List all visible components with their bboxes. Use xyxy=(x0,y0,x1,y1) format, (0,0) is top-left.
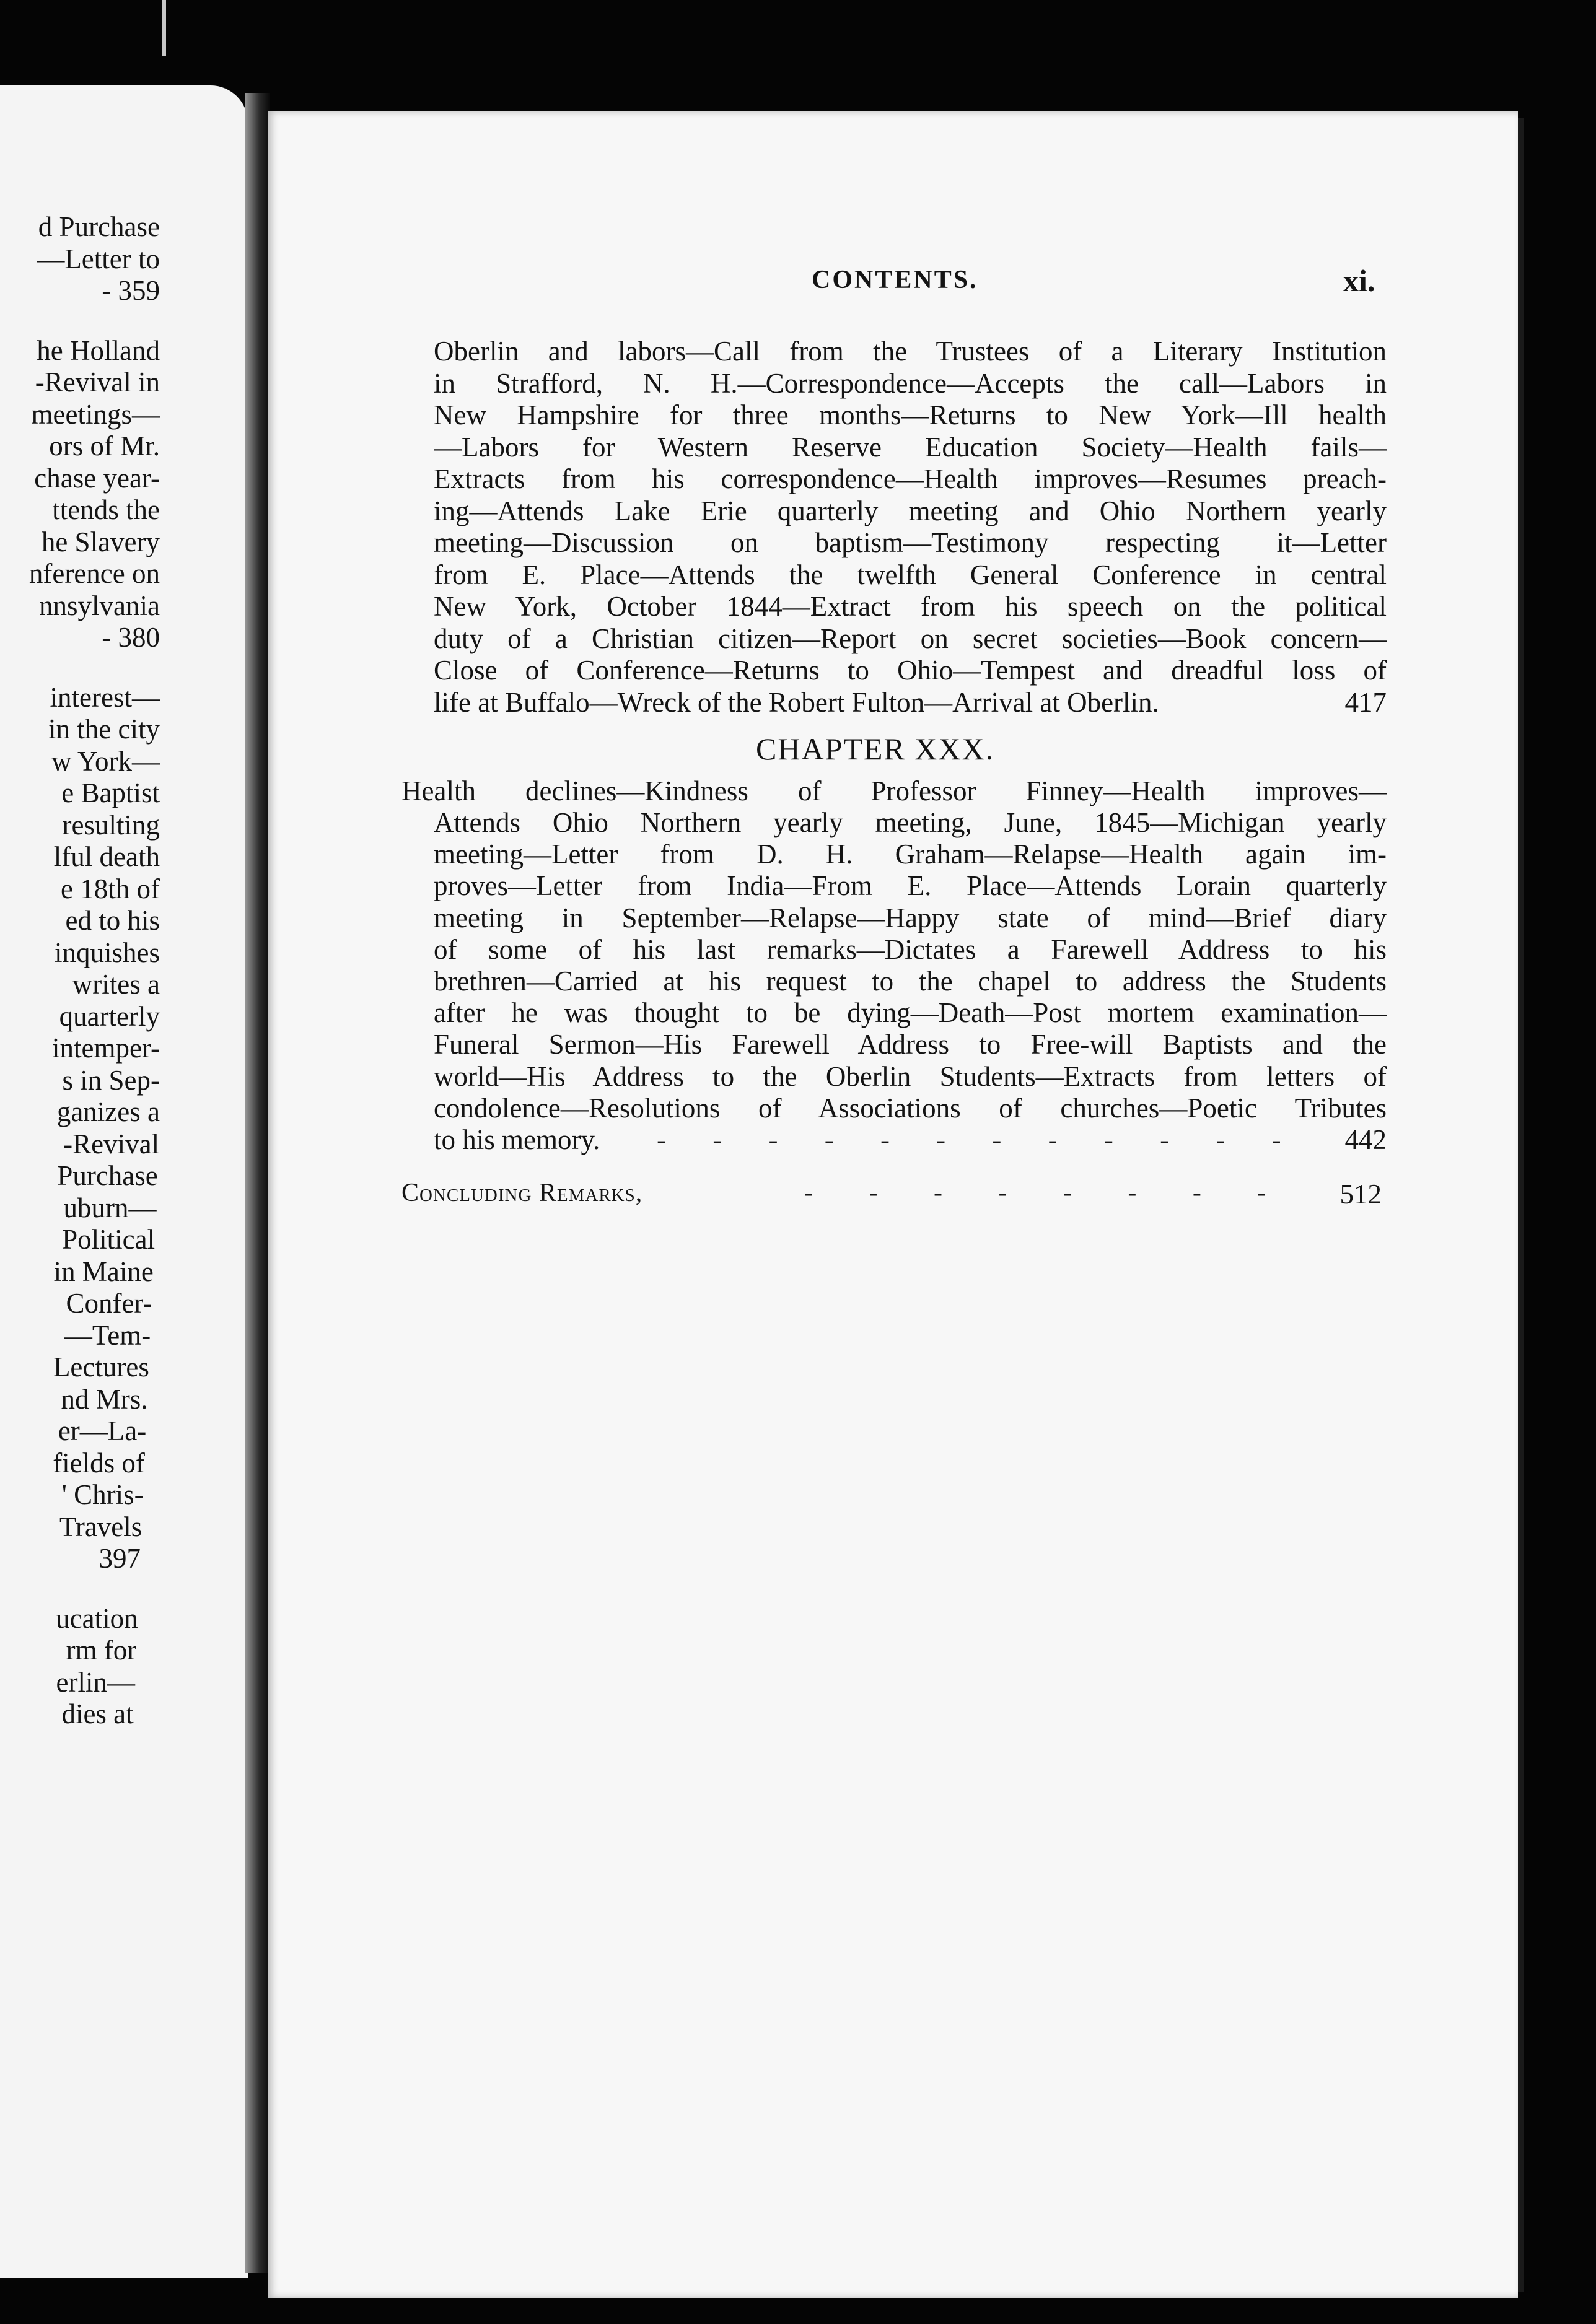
left-page-line: ors of Mr. xyxy=(49,430,160,461)
contents-line: Attends Ohio Northern yearly meeting, June, 1845—Michigan yearly xyxy=(434,807,1387,838)
contents-line: New York, October 1844—Extract from his speech on the political xyxy=(434,591,1387,622)
left-page-line: Lectures xyxy=(53,1352,149,1383)
contents-line: after he was thought to be dying—Death—Post mortem examination— xyxy=(434,997,1387,1029)
contents-line: condolence—Resolutions of Associations of churches—Poetic Tributes xyxy=(434,1092,1387,1124)
contents-line: Extracts from his correspondence—Health improves—Resumes preach- xyxy=(434,463,1387,494)
contents-line: duty of a Christian citizen—Report on secret societies—Book concern— xyxy=(434,622,1387,654)
left-page-line: -Revival in xyxy=(35,367,160,398)
left-page-line: e 18th of xyxy=(61,873,160,904)
left-page-line: w York— xyxy=(51,745,160,777)
left-page-line: ganizes a xyxy=(56,1096,160,1127)
left-page-line: in the city xyxy=(48,714,160,745)
left-page-line: 397 xyxy=(99,1543,141,1574)
left-page-line: in Maine xyxy=(53,1256,154,1287)
left-page-line: ucation xyxy=(56,1602,138,1634)
left-page-line: e Baptist xyxy=(61,777,160,808)
contents-line: —Labors for Western Reserve Education Society—Health fails— xyxy=(434,431,1387,463)
page-reference: 417 xyxy=(1339,687,1387,719)
contents-line: meeting—Letter from D. H. Graham—Relapse—Health again im- xyxy=(434,839,1387,870)
left-page-line: Travels xyxy=(59,1511,142,1542)
contents-line-text: to his memory. xyxy=(434,1124,600,1155)
left-page-line: Political xyxy=(62,1224,156,1255)
contents-line: Oberlin and labors—Call from the Trustees of a Literary Institution xyxy=(434,336,1387,367)
concluding-remarks-entry xyxy=(401,1178,1382,1208)
contents-line: from E. Place—Attends the twelfth General Conference in central xyxy=(434,559,1387,590)
left-page-line: inquishes xyxy=(54,937,160,968)
left-page-line: chase year- xyxy=(34,462,160,494)
left-page-line: he Holland xyxy=(37,334,160,366)
contents-line-text: life at Buffalo—Wreck of the Robert Fulton—Arrival at Oberlin. xyxy=(434,686,1159,718)
contents-line: world—His Address to the Oberlin Students—Extracts from letters of xyxy=(434,1060,1387,1092)
left-page-line: ed to his xyxy=(65,905,160,936)
left-page-line: nnsylvania xyxy=(39,590,160,621)
left-page-line: - 380 xyxy=(102,622,160,653)
left-page-line: —Letter to xyxy=(37,243,160,274)
left-page-line: nd Mrs. xyxy=(61,1383,148,1415)
running-head-title: CONTENTS. xyxy=(812,266,978,294)
contents-line: brethren—Carried at his request to the chapel to address the Students xyxy=(434,966,1387,997)
left-page-line: he Slavery xyxy=(41,526,160,557)
left-page-line: intemper- xyxy=(51,1033,160,1064)
left-page-line: d Purchase xyxy=(38,211,160,242)
contents-line: Funeral Sermon—His Farewell Address to Free-will Baptists and the xyxy=(434,1029,1387,1060)
chapter-heading: CHAPTER XXX. xyxy=(756,732,995,766)
contents-line: in Strafford, N. H.—Correspondence—Accepts the call—Labors in xyxy=(434,367,1387,399)
left-page-line: ' Chris- xyxy=(61,1479,144,1510)
contents-line: of some of his last remarks—Dictates a Farewell Address to his xyxy=(434,933,1387,965)
left-page-line: nference on xyxy=(28,558,160,589)
left-page-line: ttends the xyxy=(52,494,160,525)
left-page-line: resulting xyxy=(62,809,160,841)
left-page-line: quarterly xyxy=(59,1000,160,1032)
left-page-line: meetings— xyxy=(31,398,160,430)
page-edge xyxy=(1518,118,1524,2292)
contents-line: meeting in September—Relapse—Happy state of mind—Brief diary xyxy=(434,902,1387,933)
book-gutter-shadow xyxy=(245,93,270,2273)
running-head-page-number: xi. xyxy=(1343,263,1375,298)
left-page-line: -Revival xyxy=(63,1128,160,1160)
contents-line-with-page-ref xyxy=(434,687,1387,719)
page-reference: 442 xyxy=(1339,1124,1387,1156)
contents-line: proves—Letter from India—From E. Place—Attends Lorain quarterly xyxy=(434,870,1387,902)
left-page-line: Confer- xyxy=(66,1288,152,1319)
left-page-line: rm for xyxy=(66,1635,137,1666)
contents-line: New Hampshire for three months—Returns to New York—Ill health xyxy=(434,400,1387,430)
dot-leader: - - - - - - - - xyxy=(804,1179,1291,1207)
contents-line: Close of Conference—Returns to Ohio—Tempest and dreadful loss of xyxy=(434,655,1387,686)
left-page-line: fields of xyxy=(53,1447,145,1479)
page-reference: 512 xyxy=(1340,1179,1382,1210)
scan-artifact xyxy=(162,0,166,56)
left-page-line: erlin— xyxy=(56,1666,135,1698)
left-page-line: writes a xyxy=(72,969,160,1000)
contents-line-with-page-ref xyxy=(434,1124,1387,1156)
contents-line: Health declines—Kindness of Professor Finney—Health improves— xyxy=(401,775,1387,806)
contents-line: ing—Attends Lake Erie quarterly meeting and Ohio Northern yearly xyxy=(434,495,1387,526)
left-page-line: interest— xyxy=(50,681,160,713)
left-page-line: —Tem- xyxy=(64,1319,151,1351)
dot-leader: - - - - - - - - - - - - xyxy=(657,1124,1301,1155)
left-page-line: Purchase xyxy=(57,1160,158,1191)
left-facing-page xyxy=(0,85,248,2278)
concluding-remarks-label: Concluding Remarks, xyxy=(401,1179,643,1207)
left-page-line: lful death xyxy=(53,841,160,872)
left-page-line: dies at xyxy=(61,1698,134,1729)
left-page-line: uburn— xyxy=(63,1192,157,1223)
left-page-line: er—La- xyxy=(58,1415,147,1446)
left-page-line: s in Sep- xyxy=(62,1064,160,1096)
contents-line: meeting—Discussion on baptism—Testimony respecting it—Letter xyxy=(434,527,1387,558)
left-page-line: - 359 xyxy=(102,275,160,306)
